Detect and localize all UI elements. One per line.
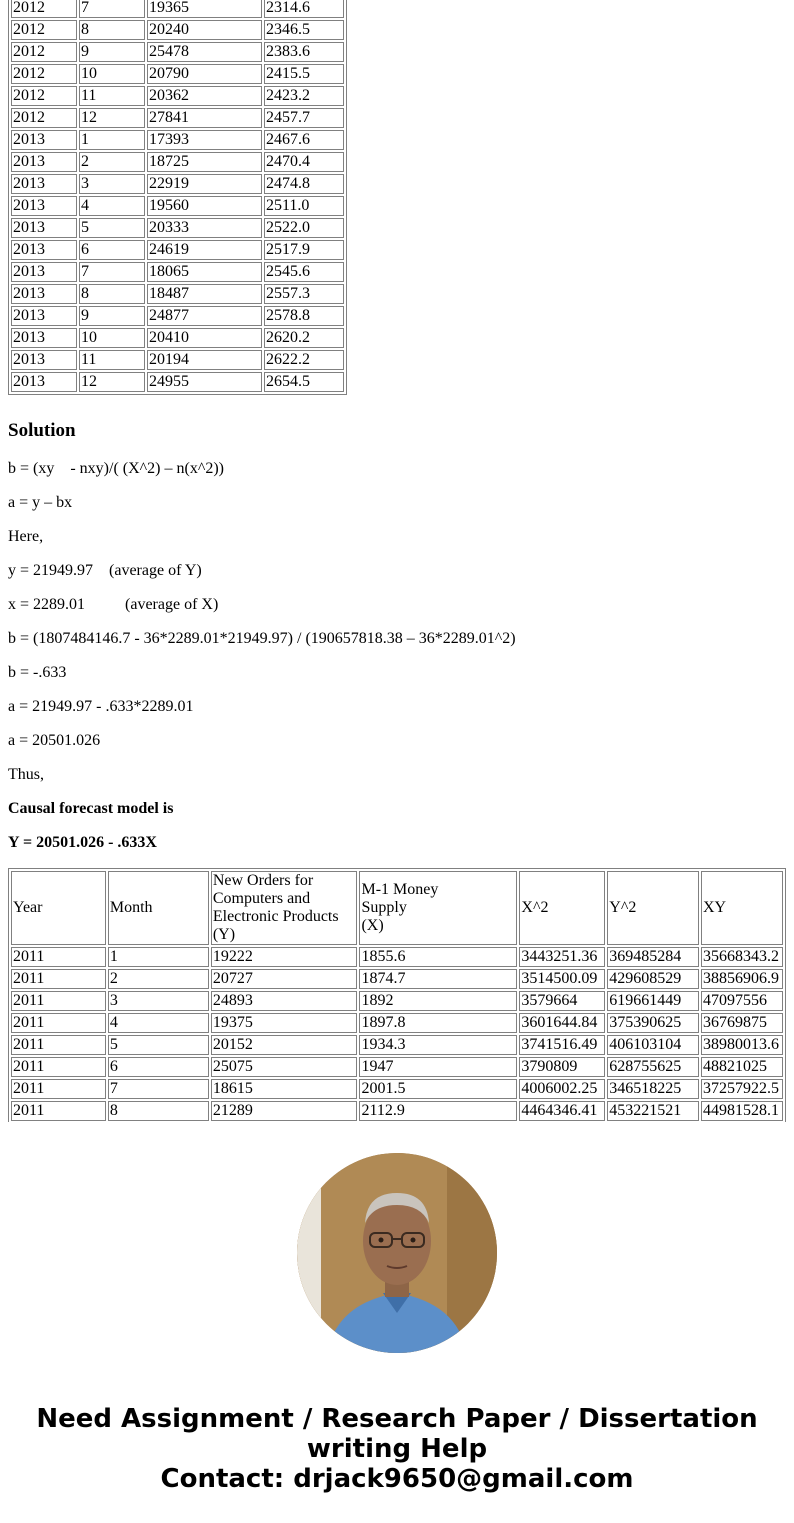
table-cell: 2011 [11, 1035, 106, 1055]
table-cell: 1 [108, 947, 209, 967]
table-cell: 2013 [11, 262, 77, 282]
table-cell: 2013 [11, 130, 77, 150]
table-cell: 5 [108, 1035, 209, 1055]
table-row [11, 1035, 783, 1055]
table-cell: 7 [79, 262, 145, 282]
table-cell: 36769875 [701, 1013, 783, 1033]
model-label: Causal forecast model is [8, 800, 174, 817]
table-cell: 3443251.36 [519, 947, 605, 967]
table-cell: 18615 [211, 1079, 358, 1099]
table-cell: 2013 [11, 240, 77, 260]
table-cell: 2654.5 [264, 372, 344, 392]
portrait-illustration [297, 1153, 497, 1353]
table-cell: 18487 [147, 284, 262, 304]
table-cell: 2011 [11, 1101, 106, 1121]
table-cell: 1897.8 [359, 1013, 517, 1033]
table-cell: 2013 [11, 284, 77, 304]
table-cell: 2013 [11, 328, 77, 348]
table-cell: 2474.8 [264, 174, 344, 194]
table-cell: 35668343.2 [701, 947, 783, 967]
table-cell: 2517.9 [264, 240, 344, 260]
table-cell: 47097556 [701, 991, 783, 1011]
table-cell: 1934.3 [359, 1035, 517, 1055]
table-cell: 20410 [147, 328, 262, 348]
table-row [11, 1101, 783, 1121]
table-cell: 2578.8 [264, 306, 344, 326]
table-cell: 619661449 [607, 991, 699, 1011]
table-cell: 375390625 [607, 1013, 699, 1033]
table-cell: 19365 [147, 0, 262, 18]
table-cell: 44981528.1 [701, 1101, 783, 1121]
table-cell: 2112.9 [359, 1101, 517, 1121]
table-cell: 20152 [211, 1035, 358, 1055]
table-cell: 429608529 [607, 969, 699, 989]
header-supply-line-3: (X) [361, 917, 384, 934]
table-cell: 2013 [11, 196, 77, 216]
table-cell: 27841 [147, 108, 262, 128]
table-cell: 4006002.25 [519, 1079, 605, 1099]
table-cell: 3790809 [519, 1057, 605, 1077]
table-cell: 406103104 [607, 1035, 699, 1055]
author-avatar [297, 1153, 497, 1353]
table-cell: 11 [79, 86, 145, 106]
table-cell: 2013 [11, 306, 77, 326]
table-cell: 2011 [11, 969, 106, 989]
table-cell: 25478 [147, 42, 262, 62]
table-cell: 2011 [11, 1079, 106, 1099]
table-row [11, 372, 344, 392]
table-cell: 2 [79, 152, 145, 172]
table-cell: 1 [79, 130, 145, 150]
table-cell: 2 [108, 969, 209, 989]
table-cell: 19222 [211, 947, 358, 967]
table-cell: 3514500.09 [519, 969, 605, 989]
table-cell: 2011 [11, 991, 106, 1011]
table-cell: 2011 [11, 1013, 106, 1033]
table-cell: 21289 [211, 1101, 358, 1121]
table-row [11, 64, 344, 84]
table-cell: 20194 [147, 350, 262, 370]
table-cell: 12 [79, 108, 145, 128]
table-cell: 2013 [11, 372, 77, 392]
table-cell: 1874.7 [359, 969, 517, 989]
header-month: Month [108, 871, 209, 945]
table-cell: 37257922.5 [701, 1079, 783, 1099]
table-cell: 4 [108, 1013, 209, 1033]
table-cell: 2346.5 [264, 20, 344, 40]
header-y-squared: Y^2 [607, 871, 699, 945]
table-row [11, 991, 783, 1011]
table-cell: 1947 [359, 1057, 517, 1077]
header-orders-line-3: Electronic Products [212, 908, 339, 925]
table-cell: 7 [79, 0, 145, 18]
table-row [11, 1013, 783, 1033]
table-row [11, 20, 344, 40]
table-cell: 9 [79, 42, 145, 62]
table-cell: 3601644.84 [519, 1013, 605, 1033]
header-year: Year [11, 871, 106, 945]
table-cell: 3741516.49 [519, 1035, 605, 1055]
table-row [11, 86, 344, 106]
table-cell: 2013 [11, 218, 77, 238]
mean-x: x = 2289.01 (average of X) [8, 596, 219, 613]
table-cell: 5 [79, 218, 145, 238]
table-row [11, 306, 344, 326]
table-cell: 2423.2 [264, 86, 344, 106]
table-cell: 18065 [147, 262, 262, 282]
table-row [11, 174, 344, 194]
table-cell: 2013 [11, 350, 77, 370]
table-row [11, 0, 344, 18]
header-xy: XY [701, 871, 783, 945]
table-cell: 6 [108, 1057, 209, 1077]
table-cell: 38980013.6 [701, 1035, 783, 1055]
table-row [11, 1079, 783, 1099]
a-result: a = 20501.026 [8, 732, 101, 749]
table-cell: 346518225 [607, 1079, 699, 1099]
table-cell: 20240 [147, 20, 262, 40]
table-cell: 2620.2 [264, 328, 344, 348]
table-cell: 22919 [147, 174, 262, 194]
table-cell: 19560 [147, 196, 262, 216]
table-row [11, 284, 344, 304]
table-row [11, 240, 344, 260]
table-row [11, 108, 344, 128]
regression-table [8, 868, 786, 1122]
table-cell: 2467.6 [264, 130, 344, 150]
table-header-row [11, 871, 783, 945]
bottom-table-viewport [0, 868, 794, 1122]
a-calculation: a = 21949.97 - .633*2289.01 [8, 698, 194, 715]
table-cell: 24893 [211, 991, 358, 1011]
table-row [11, 969, 783, 989]
table-cell: 20362 [147, 86, 262, 106]
table-cell: 12 [79, 372, 145, 392]
text-thus: Thus, [8, 766, 44, 783]
table-cell: 3 [79, 174, 145, 194]
header-orders-line-2: Computers and [212, 890, 311, 907]
table-row [11, 218, 344, 238]
table-cell: 9 [79, 306, 145, 326]
table-cell: 2383.6 [264, 42, 344, 62]
header-supply-line-1: M-1 Money [361, 881, 439, 898]
table-cell: 2012 [11, 64, 77, 84]
table-row [11, 947, 783, 967]
table-cell: 2457.7 [264, 108, 344, 128]
promo-line-2: writing Help [306, 1434, 488, 1464]
table-cell: 17393 [147, 130, 262, 150]
b-calculation: b = (1807484146.7 - 36*2289.01*21949.97) / (190657818.38 – 36*2289.01^2) [8, 630, 516, 647]
table-row [11, 262, 344, 282]
table-cell: 2012 [11, 20, 77, 40]
table-row [11, 328, 344, 348]
model-equation: Y = 20501.026 - .633X [8, 834, 157, 851]
table-cell: 10 [79, 64, 145, 84]
table-cell: 24955 [147, 372, 262, 392]
table-cell: 2011 [11, 947, 106, 967]
table-cell: 628755625 [607, 1057, 699, 1077]
b-result: b = -.633 [8, 664, 67, 681]
mean-y: y = 21949.97 (average of Y) [8, 562, 202, 579]
table-cell: 1892 [359, 991, 517, 1011]
table-cell: 8 [79, 20, 145, 40]
header-orders-line-4: (Y) [212, 926, 236, 943]
table-cell: 48821025 [701, 1057, 783, 1077]
table-cell: 2622.2 [264, 350, 344, 370]
table-cell: 2012 [11, 0, 77, 18]
table-row [11, 196, 344, 216]
table-row [11, 1057, 783, 1077]
table-cell: 453221521 [607, 1101, 699, 1121]
header-orders-line-1: New Orders for [212, 872, 314, 889]
table-cell: 2001.5 [359, 1079, 517, 1099]
table-cell: 2557.3 [264, 284, 344, 304]
header-money-supply [359, 871, 517, 945]
table-cell: 4 [79, 196, 145, 216]
table-cell: 2012 [11, 42, 77, 62]
table-cell: 24619 [147, 240, 262, 260]
table-cell: 7 [108, 1079, 209, 1099]
promo-contact: Contact: drjack9650@gmail.com [160, 1464, 634, 1494]
table-cell: 8 [79, 284, 145, 304]
table-cell: 3579664 [519, 991, 605, 1011]
table-cell: 19375 [211, 1013, 358, 1033]
promo-line-1: Need Assignment / Research Paper / Dissertation [36, 1404, 758, 1434]
table-cell: 38856906.9 [701, 969, 783, 989]
table-cell: 8 [108, 1101, 209, 1121]
table-cell: 3 [108, 991, 209, 1011]
table-cell: 10 [79, 328, 145, 348]
table-cell: 18725 [147, 152, 262, 172]
table-row [11, 350, 344, 370]
table-cell: 2522.0 [264, 218, 344, 238]
table-cell: 2011 [11, 1057, 106, 1077]
table-row [11, 130, 344, 150]
table-cell: 2314.6 [264, 0, 344, 18]
table-cell: 25075 [211, 1057, 358, 1077]
header-supply-line-2: Supply [361, 899, 407, 916]
table-cell: 24877 [147, 306, 262, 326]
table-cell: 2545.6 [264, 262, 344, 282]
table-cell: 2012 [11, 86, 77, 106]
header-new-orders [211, 871, 358, 945]
table-row [11, 152, 344, 172]
header-x-squared: X^2 [519, 871, 605, 945]
table-cell: 20727 [211, 969, 358, 989]
table-cell: 2470.4 [264, 152, 344, 172]
table-cell: 2012 [11, 108, 77, 128]
table-cell: 369485284 [607, 947, 699, 967]
formula-a: a = y – bx [8, 494, 73, 511]
table-cell: 2511.0 [264, 196, 344, 216]
table-cell: 2013 [11, 152, 77, 172]
solution-heading: Solution [8, 420, 76, 441]
top-data-table [8, 0, 347, 395]
table-cell: 4464346.41 [519, 1101, 605, 1121]
table-cell: 11 [79, 350, 145, 370]
text-here: Here, [8, 528, 44, 545]
table-cell: 2415.5 [264, 64, 344, 84]
table-cell: 2013 [11, 174, 77, 194]
table-cell: 1855.6 [359, 947, 517, 967]
table-cell: 20333 [147, 218, 262, 238]
table-row [11, 42, 344, 62]
formula-b: b = (xy - nxy)/( (X^2) – n(x^2)) [8, 460, 224, 477]
table-cell: 6 [79, 240, 145, 260]
table-cell: 20790 [147, 64, 262, 84]
